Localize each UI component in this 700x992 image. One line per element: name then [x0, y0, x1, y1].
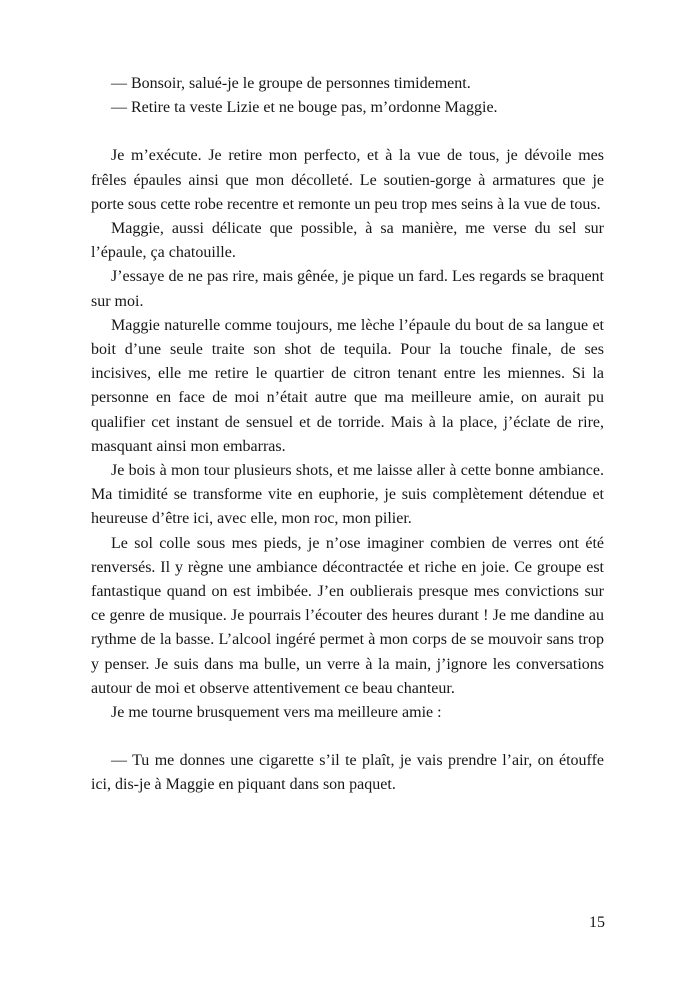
paragraph: Je m’exécute. Je retire mon perfecto, et à la vue de tous, je dévoile mes frêles épaules ainsi que mon décolleté. Le soutien-gorge à armatures que je porte sous cette robe recentre et remonte un peu trop mes seins à la vue de tous.: [91, 147, 604, 213]
paragraph: Je bois à mon tour plusieurs shots, et me laisse aller à cette bonne ambiance. Ma timidité se transforme vite en euphorie, je suis complètement détendue et heureuse d’être ici, avec elle, mon roc, mon pilier.: [91, 462, 604, 528]
dialogue-line: — Tu me donnes une cigarette s’il te plaît, je vais prendre l’air, on étouffe ici, dis-je à Maggie en piquant dans son paquet.: [91, 752, 604, 794]
dialogue-line: — Bonsoir, salué-je le groupe de personnes timidement.: [111, 75, 471, 92]
dialogue-line: — Retire ta veste Lizie et ne bouge pas, m’ordonne Maggie.: [111, 99, 498, 117]
paragraph: Le sol colle sous mes pieds, je n’ose imaginer combien de verres ont été renversés. Il y règne une ambiance décontractée et riche en joie. Ce groupe est fantastique quand on est imbibée. J’en oublierais presque mes convictions sur ce genre de musique. Je pourrais l’écouter des heures durant ! Je me dandine au rythme de la basse. L’alcool ingéré permet à mon corps de se mouvoir sans trop y penser. Je suis dans ma bulle, un verre à la main, j’ignore les conversations autour de moi et observe attentivement ce beau chanteur.: [91, 534, 604, 697]
paragraph: Maggie, aussi délicate que possible, à sa manière, me verse du sel sur l’épaule, ça chatouille.: [91, 220, 604, 262]
paragraph: Maggie naturelle comme toujours, me lèche l’épaule du bout de sa langue et boit d’une seule traite son shot de tequila. Pour la touche finale, de ses incisives, elle me retire le quartier de citron tenant entre les miennes. Si la personne en face de moi n’était autre que ma meilleure amie, on aurait pu qualifier cet instant de sensuel et de torride. Mais à la place, j’éclate de rire, masquant ainsi mon embarras.: [91, 316, 604, 455]
page-number: 15: [589, 914, 605, 931]
paragraph: Je me tourne brusquement vers ma meilleure amie :: [111, 704, 442, 722]
paragraph: J’essaye de ne pas rire, mais gênée, je pique un fard. Les regards se braquent sur moi.: [91, 268, 604, 310]
page-text-block: [91, 72, 604, 798]
